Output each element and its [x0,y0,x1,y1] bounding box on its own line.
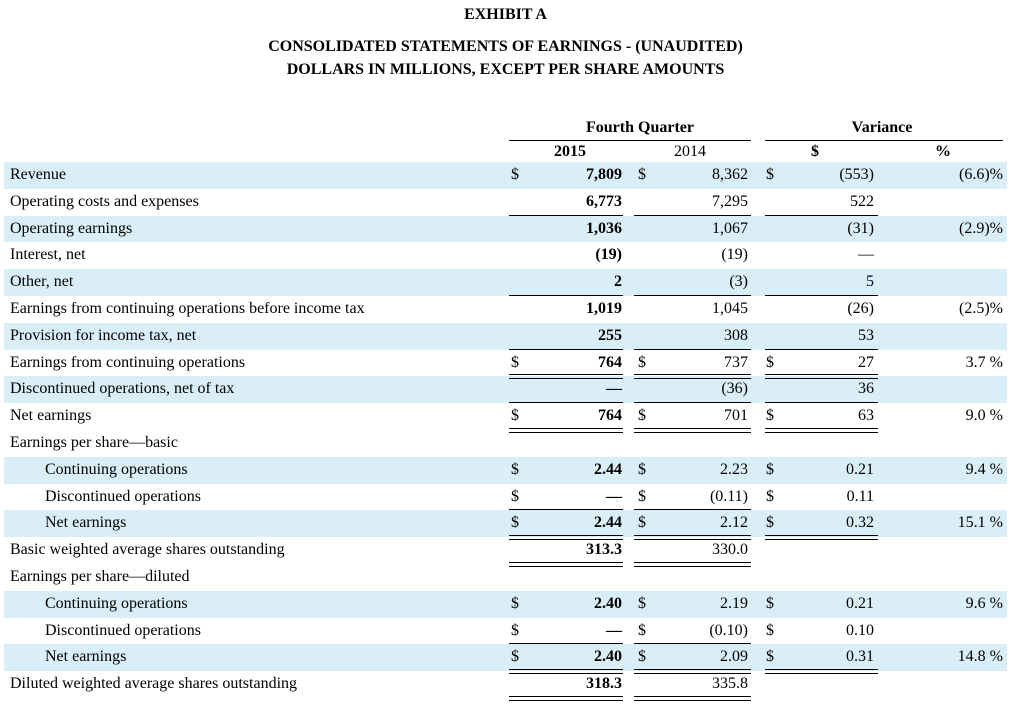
value-2015: 2 [614,273,622,291]
variance-dollar-value: 0.10 [846,621,874,639]
value-2015: (19) [595,246,622,264]
variance-dollar-value: 0.21 [846,594,874,612]
subtotal-rule [765,402,878,403]
table-row [4,591,1007,618]
variance-dollar-value: 0.31 [846,648,874,666]
total-double-rule [765,428,878,433]
table-row [4,376,1007,403]
dollar-sign-2015: $ [511,166,519,183]
value-2015: 2.40 [594,648,622,666]
total-double-rule [509,562,623,567]
value-2015: 255 [598,326,622,344]
dollar-sign-variance [766,323,782,350]
dollar-sign-variance: $ [766,460,774,478]
value-2014: (3) [729,273,748,291]
value-2014: (0.11) [709,487,748,505]
variance-dollar-value: 0.32 [846,514,874,532]
total-double-rule [634,374,751,379]
row-label: Diluted weighted average shares outstanding [10,675,298,693]
table-row [4,430,1007,457]
table-row [4,296,1007,323]
table-row [4,189,1007,216]
variance-percent-value: (2.9)% [959,219,1003,237]
variance-percent-value [909,671,1003,698]
dollar-sign-variance [766,430,782,457]
dollar-sign-2014: $ [638,594,646,612]
variance-dollar-value: (553) [839,166,874,183]
variance-percent-value [909,242,1003,269]
dollar-sign-2015 [511,216,527,243]
variance-percent-value [909,323,1003,350]
dollar-sign-variance [766,269,782,296]
subtotal-rule [509,349,623,350]
dollar-sign-2014 [638,376,654,403]
table-row [4,564,1007,591]
subtotal-rule [634,295,751,296]
table-row [4,457,1007,484]
value-2015: 7,809 [586,166,622,183]
value-2015: 2.44 [594,514,622,532]
subtotal-rule [765,295,878,296]
variance-percent-value [909,618,1003,645]
value-2014: (36) [721,380,748,398]
value-2014: (0.10) [709,621,748,639]
table-row [4,671,1007,698]
value-2015: 2.44 [594,460,622,478]
dollar-sign-2015 [511,671,527,698]
variance-underline [765,140,1003,141]
exhibit-label: EXHIBIT A [464,6,547,23]
value-2014: 701 [724,407,748,425]
dollar-sign-2015: $ [511,487,519,505]
value-2014: 1,067 [712,219,748,237]
total-double-rule [509,696,623,701]
row-label: Continuing operations [45,594,188,612]
dollar-sign-2015 [511,189,527,216]
variance-percent-value [909,564,1003,591]
variance-dollar-value: 36 [858,380,874,398]
subtotal-rule [509,509,623,510]
dollar-sign-2014: $ [638,353,646,371]
total-double-rule [634,696,751,701]
table-row [4,618,1007,645]
variance-dollar-value [794,537,874,564]
dollar-sign-2014: $ [638,621,646,639]
variance-dollar-value: (26) [847,299,874,317]
value-2015: 2.40 [594,594,622,612]
dollar-sign-variance: $ [766,514,774,532]
fourth-quarter-header: Fourth Quarter [586,119,694,136]
variance-dollar-value: (31) [847,219,874,237]
dollar-sign-2014 [638,189,654,216]
row-label: Earnings per share—diluted [10,567,190,585]
total-double-rule [634,562,751,567]
dollar-sign-2015 [511,376,527,403]
value-2014: 330.0 [712,541,748,559]
value-2015: 1,036 [586,219,622,237]
dollar-sign-2015: $ [511,353,519,371]
variance-percent-value: 15.1 % [957,514,1003,532]
table-row [4,644,1007,671]
dollar-sign-2015 [511,242,527,269]
value-2015: 313.3 [586,541,622,559]
value-2014: 2.19 [720,594,748,612]
row-label: Operating costs and expenses [10,192,199,210]
subtotal-rule [765,349,878,350]
variance-pct-header: % [935,143,951,160]
dollar-sign-2015 [511,296,527,323]
dollar-sign-variance [766,564,782,591]
row-label: Other, net [10,273,74,291]
dollar-sign-variance [766,671,782,698]
subtotal-rule [509,215,623,216]
dollar-sign-variance: $ [766,407,774,425]
variance-percent-value: 9.6 % [965,594,1003,612]
subtotal-rule [509,643,623,644]
dollar-sign-2015 [511,430,527,457]
row-label: Revenue [10,166,66,183]
row-label: Operating earnings [10,219,133,237]
value-2015: — [606,380,622,398]
variance-percent-value: 3.7 % [965,353,1003,371]
dollar-sign-variance [766,242,782,269]
variance-percent-value [909,269,1003,296]
total-double-rule [509,428,623,433]
table-row [4,484,1007,511]
subtotal-rule [634,349,751,350]
variance-percent-value [909,484,1003,511]
dollar-sign-2014: $ [638,514,646,532]
dollar-sign-2015 [511,537,527,564]
variance-dollar-value: 0.11 [846,487,874,505]
table-row [4,537,1007,564]
dollar-sign-2015: $ [511,514,519,532]
total-double-rule [634,669,751,674]
dollar-sign-2014 [638,537,654,564]
variance-dollar-value: 53 [858,326,874,344]
dollar-sign-variance [766,376,782,403]
dollar-sign-2014 [638,671,654,698]
value-2015 [544,564,622,591]
value-2014: 8,362 [712,166,748,183]
dollar-sign-2014 [638,430,654,457]
total-double-rule [765,535,878,540]
total-double-rule [765,669,878,674]
statement-subtitle: DOLLARS IN MILLIONS, EXCEPT PER SHARE AMOUNTS [286,61,725,78]
dollar-sign-2015: $ [511,594,519,612]
subtotal-rule [634,402,751,403]
total-double-rule [509,374,623,379]
row-label: Earnings from continuing operations before income tax [10,299,365,317]
row-label: Earnings from continuing operations [10,353,246,371]
dollar-sign-2014 [638,323,654,350]
total-double-rule [509,669,623,674]
dollar-sign-variance: $ [766,594,774,612]
row-label: Provision for income tax, net [10,326,197,344]
value-2015: — [606,621,622,639]
dollar-sign-2014: $ [638,487,646,505]
row-label: Continuing operations [45,460,188,478]
total-double-rule [509,535,623,540]
year-2014-header: 2014 [674,143,706,160]
variance-percent-value [909,376,1003,403]
subtotal-rule [634,509,751,510]
value-2015: 764 [598,353,622,371]
variance-dollar-header: $ [811,143,819,160]
dollar-sign-variance: $ [766,621,774,639]
variance-percent-value [909,189,1003,216]
table-row [4,242,1007,269]
dollar-sign-2014: $ [638,648,646,666]
value-2015: 764 [598,407,622,425]
dollar-sign-variance: $ [766,353,774,371]
dollar-sign-variance [766,216,782,243]
dollar-sign-variance [766,537,782,564]
value-2014: 2.12 [720,514,748,532]
dollar-sign-2014: $ [638,460,646,478]
subtotal-rule [634,215,751,216]
dollar-sign-variance [766,189,782,216]
value-2014: 308 [724,326,748,344]
value-2015: 318.3 [586,675,622,693]
statement-title: CONSOLIDATED STATEMENTS OF EARNINGS - (UNAUDITED) [268,38,743,55]
statement-table [4,162,1007,698]
row-label: Net earnings [10,407,92,425]
dollar-sign-2015: $ [511,648,519,666]
variance-percent-value: (2.5)% [959,299,1003,317]
variance-percent-value [909,537,1003,564]
dollar-sign-2015: $ [511,407,519,425]
value-2014 [664,564,748,591]
variance-dollar-value: 63 [858,407,874,425]
dollar-sign-2014: $ [638,407,646,425]
subtotal-rule [509,295,623,296]
dollar-sign-2014 [638,296,654,323]
dollar-sign-2015 [511,269,527,296]
subtotal-rule [634,643,751,644]
row-label: Earnings per share—basic [10,433,178,451]
row-label: Interest, net [10,246,86,264]
total-double-rule [634,428,751,433]
row-label: Discontinued operations [45,487,201,505]
value-2014: (19) [721,246,748,264]
variance-percent-value [909,430,1003,457]
value-2015: — [606,487,622,505]
variance-header: Variance [851,119,913,136]
dollar-sign-2015: $ [511,460,519,478]
variance-dollar-value [794,671,874,698]
table-row [4,510,1007,537]
variance-percent-value: 9.0 % [965,407,1003,425]
dollar-sign-2014 [638,242,654,269]
value-2015: 1,019 [586,299,622,317]
value-2015: 6,773 [586,192,622,210]
table-row [4,269,1007,296]
variance-percent-value: 14.8 % [957,648,1003,666]
total-double-rule [634,535,751,540]
variance-dollar-value: 522 [850,192,874,210]
dollar-sign-2015 [511,564,527,591]
dollar-sign-variance: $ [766,166,774,183]
variance-dollar-value: 0.21 [846,460,874,478]
dollar-sign-2014: $ [638,166,646,183]
variance-dollar-value: 5 [866,273,874,291]
value-2014: 1,045 [712,299,748,317]
value-2014: 2.23 [720,460,748,478]
total-double-rule [765,374,878,379]
row-label: Discontinued operations, net of tax [10,380,235,398]
table-row [4,323,1007,350]
table-row [4,350,1007,377]
table-row [4,216,1007,243]
dollar-sign-2015 [511,323,527,350]
row-label: Net earnings [45,514,127,532]
table-row [4,162,1007,189]
dollar-sign-2015: $ [511,621,519,639]
table-row [4,403,1007,430]
dollar-sign-2014 [638,564,654,591]
variance-percent-value: (6.6)% [959,166,1003,183]
variance-dollar-value [794,564,874,591]
year-2015-header: 2015 [554,143,586,160]
value-2014: 2.09 [720,648,748,666]
subtotal-rule [765,215,878,216]
value-2014: 335.8 [712,675,748,693]
row-label: Net earnings [45,648,127,666]
variance-percent-value: 9.4 % [965,460,1003,478]
value-2014: 737 [724,353,748,371]
dollar-sign-2014 [638,269,654,296]
row-label: Basic weighted average shares outstanding [10,541,285,559]
variance-dollar-value: — [858,246,874,264]
dollar-sign-variance: $ [766,648,774,666]
subtotal-rule [509,402,623,403]
value-2014 [664,430,748,457]
dollar-sign-variance [766,296,782,323]
dollar-sign-variance: $ [766,487,774,505]
value-2015 [544,430,622,457]
fourth-quarter-underline [509,140,751,141]
value-2014: 7,295 [712,192,748,210]
variance-dollar-value [794,430,874,457]
dollar-sign-2014 [638,216,654,243]
variance-dollar-value: 27 [858,353,874,371]
row-label: Discontinued operations [45,621,201,639]
